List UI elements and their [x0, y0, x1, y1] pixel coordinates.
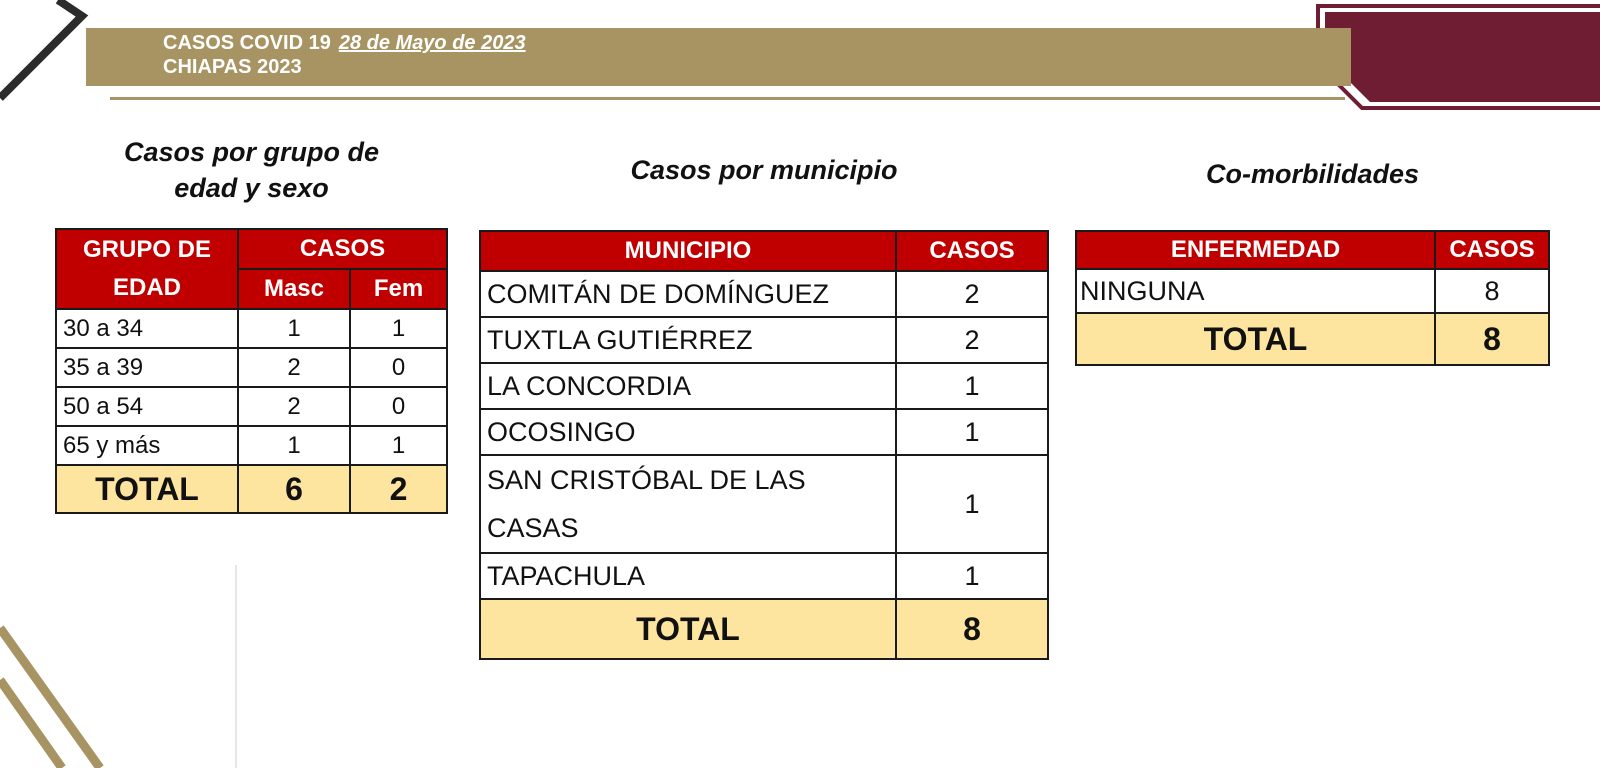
fem-cell: 0 — [350, 348, 447, 387]
table-row — [480, 271, 1048, 317]
table-row — [56, 426, 447, 465]
municipio-table — [479, 230, 1049, 660]
municipio-cases: 1 — [896, 553, 1048, 599]
age-group-cell: 65 y más — [56, 426, 238, 465]
total-cases: 8 — [1435, 313, 1549, 365]
municipio-name: TAPACHULA — [480, 553, 896, 599]
fem-cell: 0 — [350, 387, 447, 426]
age-header-group: GRUPO DE EDAD — [56, 229, 238, 309]
age-section-title — [55, 134, 448, 206]
total-label: TOTAL — [56, 465, 238, 513]
comorbilidades-section-title: Co-morbilidades — [1205, 159, 1420, 189]
municipio-name: SAN CRISTÓBAL DE LAS CASAS — [480, 455, 896, 553]
municipio-cases: 2 — [896, 271, 1048, 317]
age-header-masc: Masc — [238, 269, 350, 309]
com-header-cases: CASOS — [1435, 231, 1549, 269]
municipio-name: OCOSINGO — [480, 409, 896, 455]
comorbilidades-table — [1075, 230, 1550, 366]
masc-cell: 2 — [238, 387, 350, 426]
com-header-enfermedad: ENFERMEDAD — [1076, 231, 1435, 269]
masc-cell: 2 — [238, 348, 350, 387]
header-text — [163, 31, 526, 79]
total-masc: 6 — [238, 465, 350, 513]
municipio-cases: 1 — [896, 455, 1048, 553]
age-title-line2: edad y sexo — [174, 173, 329, 203]
header-title: CASOS COVID 19 — [163, 32, 331, 54]
total-fem: 2 — [350, 465, 447, 513]
table-row — [56, 387, 447, 426]
enfermedad-name: NINGUNA — [1076, 269, 1435, 313]
top-left-chevron — [0, 0, 82, 98]
fem-cell: 1 — [350, 309, 447, 348]
municipio-name: TUXTLA GUTIÉRREZ — [480, 317, 896, 363]
total-row — [1076, 313, 1549, 365]
header-underline — [110, 97, 1345, 100]
municipio-name: LA CONCORDIA — [480, 363, 896, 409]
age-header-fem: Fem — [350, 269, 447, 309]
table-row — [56, 309, 447, 348]
masc-cell: 1 — [238, 309, 350, 348]
table-row — [1076, 269, 1549, 313]
mun-header-cases: CASOS — [896, 231, 1048, 271]
age-group-cell: 50 a 54 — [56, 387, 238, 426]
header-subtitle: CHIAPAS 2023 — [163, 56, 302, 78]
total-label: TOTAL — [480, 599, 896, 659]
enfermedad-cases: 8 — [1435, 269, 1549, 313]
header-date: 28 de Mayo de 2023 — [338, 32, 526, 54]
mun-header-municipio: MUNICIPIO — [480, 231, 896, 271]
municipio-cases: 1 — [896, 409, 1048, 455]
total-row — [56, 465, 447, 513]
bottom-left-gold-stripe-2 — [0, 680, 62, 768]
age-title-line1: Casos por grupo de — [123, 137, 380, 167]
table-row — [480, 363, 1048, 409]
table-row — [480, 409, 1048, 455]
table-row — [56, 348, 447, 387]
fem-cell: 1 — [350, 426, 447, 465]
municipio-cases: 1 — [896, 363, 1048, 409]
total-row — [480, 599, 1048, 659]
municipio-section-title: Casos por municipio — [630, 155, 898, 185]
municipio-name: COMITÁN DE DOMÍNGUEZ — [480, 271, 896, 317]
maroon-banner — [1325, 12, 1600, 102]
age-group-cell: 35 a 39 — [56, 348, 238, 387]
table-row — [480, 455, 1048, 553]
municipio-cases: 2 — [896, 317, 1048, 363]
table-row — [480, 553, 1048, 599]
masc-cell: 1 — [238, 426, 350, 465]
age-sex-table — [55, 228, 448, 514]
age-header-cases: CASOS — [238, 229, 447, 269]
total-cases: 8 — [896, 599, 1048, 659]
age-group-cell: 30 a 34 — [56, 309, 238, 348]
total-label: TOTAL — [1076, 313, 1435, 365]
table-row — [480, 317, 1048, 363]
